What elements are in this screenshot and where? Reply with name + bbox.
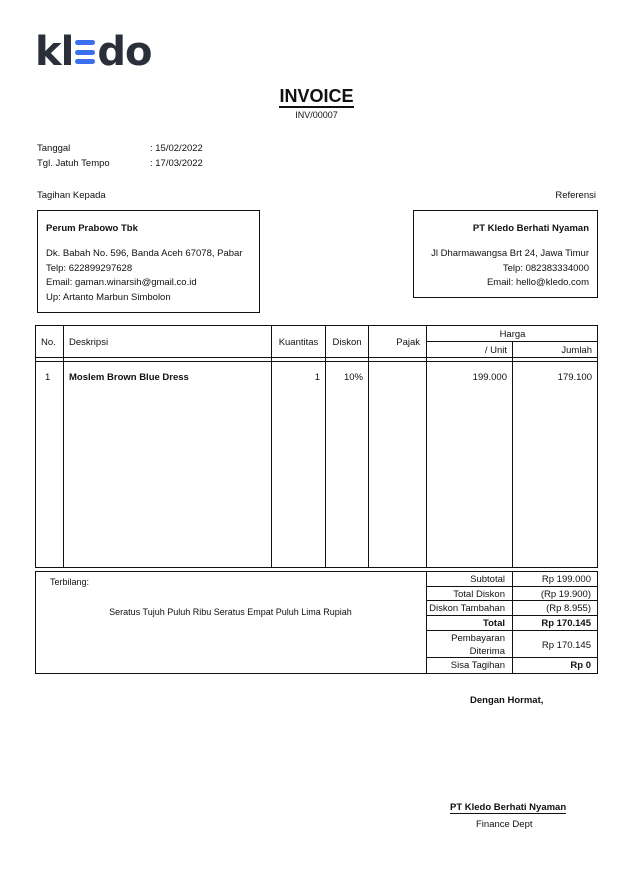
total-label: Total <box>483 618 505 629</box>
company-box <box>413 210 598 298</box>
due-date-label: Tgl. Jatuh Tempo <box>37 158 110 169</box>
summary-section <box>35 571 598 674</box>
customer-email: Email: gaman.winarsih@gmail.co.id <box>46 277 197 288</box>
col-header-price: Harga <box>499 329 526 340</box>
company-email: Email: hello@kledo.com <box>486 277 589 288</box>
payment-received-label-2: Diterima <box>469 646 505 657</box>
closing-regards: Dengan Hormat, <box>470 695 544 706</box>
amount-in-words: Seratus Tujuh Puluh Ribu Seratus Empat Puluh Lima Rupiah <box>109 607 352 617</box>
total-value: Rp 170.145 <box>541 618 591 629</box>
extra-discount-value: (Rp 8.955) <box>546 603 591 614</box>
invoice-title <box>0 86 633 107</box>
invoice-number: INV/00007 <box>295 110 338 120</box>
items-table <box>35 325 598 568</box>
col-header-description: Deskripsi <box>69 337 109 348</box>
col-header-discount: Diskon <box>332 337 362 348</box>
subtotal-label: Subtotal <box>470 574 505 585</box>
col-header-tax: Pajak <box>396 337 420 348</box>
customer-attention: Up: Artanto Marbun Simbolon <box>46 292 171 303</box>
signer-department: Finance Dept <box>476 819 533 830</box>
company-logo <box>35 30 151 74</box>
reference-label: Referensi <box>555 190 596 201</box>
row-total: 179.100 <box>557 372 592 383</box>
extra-discount-label: Diskon Tambahan <box>429 603 505 614</box>
due-date-value: : 17/03/2022 <box>150 158 203 169</box>
col-header-unit: / Unit <box>484 345 507 356</box>
row-no: 1 <box>45 372 51 383</box>
total-discount-label: Total Diskon <box>453 589 505 600</box>
balance-value: Rp 0 <box>570 660 591 671</box>
customer-box <box>37 210 260 313</box>
subtotal-value: Rp 199.000 <box>541 574 591 585</box>
payment-received-label-1: Pembayaran <box>451 633 505 644</box>
company-address: Jl Dharmawangsa Brt 24, Jawa Timur <box>431 248 589 259</box>
invoice-title-text: INVOICE <box>279 86 354 106</box>
bill-to-label: Tagihan Kepada <box>37 190 106 201</box>
row-unit-price: 199.000 <box>472 372 507 383</box>
date-label: Tanggal <box>37 143 71 154</box>
col-header-quantity: Kuantitas <box>278 337 319 348</box>
col-header-no: No. <box>41 337 56 348</box>
date-value: : 15/02/2022 <box>150 143 203 154</box>
payment-received-value: Rp 170.145 <box>541 640 591 651</box>
total-discount-value: (Rp 19.900) <box>540 589 591 600</box>
company-name: PT Kledo Berhati Nyaman <box>472 223 589 234</box>
company-phone: Telp: 082383334000 <box>502 263 589 274</box>
signer-company: PT Kledo Berhati Nyaman <box>450 802 567 813</box>
customer-name: Perum Prabowo Tbk <box>46 223 138 234</box>
balance-label: Sisa Tagihan <box>450 660 505 671</box>
row-quantity: 1 <box>314 372 320 383</box>
logo-text-end: do <box>97 29 152 75</box>
row-discount: 10% <box>343 372 363 383</box>
logo-text-start: kl <box>35 29 74 75</box>
row-description: Moslem Brown Blue Dress <box>69 372 189 383</box>
col-header-total: Jumlah <box>561 345 592 356</box>
logo-e-bars-icon <box>75 40 95 64</box>
customer-phone: Telp: 622899297628 <box>46 263 133 274</box>
customer-address: Dk. Babah No. 596, Banda Aceh 67078, Pabar <box>46 248 243 259</box>
amount-in-words-label: Terbilang: <box>50 577 90 587</box>
